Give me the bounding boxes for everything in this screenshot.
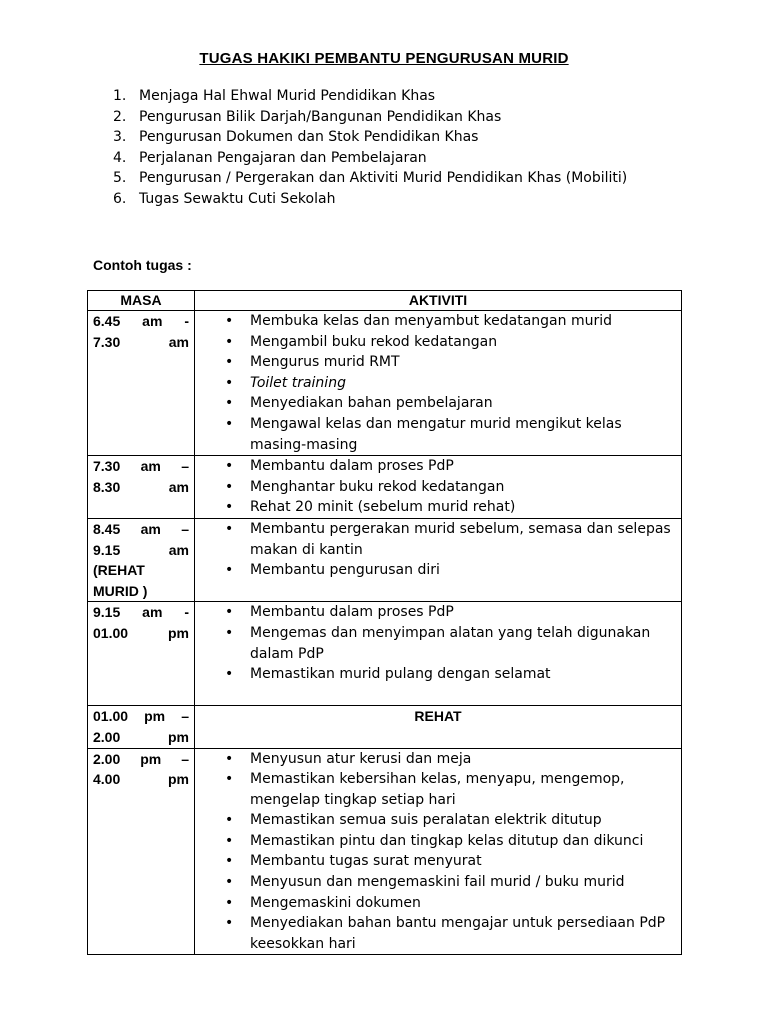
duty-item: 5. Pengurusan / Pergerakan dan Aktiviti Murid Pendidikan Khas (Mobiliti): [113, 170, 628, 187]
aktiviti-cell: [195, 456, 682, 519]
masa-cell: 2.00 pm – 4.00 pm: [88, 748, 195, 955]
table-row: [88, 311, 682, 456]
activity-item: • Membantu pergerakan murid sebelum, semasa dan selepas makan di kantin: [195, 519, 677, 560]
activity-item: • Mengemas dan menyimpan alatan yang telah digunakan dalam PdP: [195, 623, 677, 664]
activity-item: • Membantu dalam proses PdP: [195, 456, 677, 477]
activity-item: • Memastikan murid pulang dengan selamat: [195, 664, 677, 685]
duty-item: 2. Pengurusan Bilik Darjah/Bangunan Pendidikan Khas: [113, 108, 502, 125]
duties-list: [113, 86, 627, 210]
masa-cell: 8.45 am – 9.15 am (REHAT MURID ): [88, 518, 195, 601]
activity-item: • Memastikan semua suis peralatan elektrik ditutup: [195, 810, 677, 831]
table-row: [88, 602, 682, 706]
activity-item: • Menyediakan bahan pembelajaran: [195, 393, 677, 414]
schedule-table: [87, 290, 682, 955]
masa-cell: 9.15 am - 01.00 pm: [88, 602, 195, 706]
table-row: [88, 456, 682, 519]
table-row: [88, 518, 682, 601]
duty-item: 1. Menjaga Hal Ehwal Murid Pendidikan Khas: [113, 88, 436, 104]
activity-item: • Mengawal kelas dan mengatur murid mengikut kelas masing-masing: [195, 414, 677, 455]
rehat-cell: REHAT: [195, 706, 682, 748]
aktiviti-cell: [195, 311, 682, 456]
activity-item: • Membantu tugas surat menyurat: [195, 851, 677, 872]
masa-cell: 01.00 pm – 2.00 pm: [88, 706, 195, 748]
table-header-row: [88, 291, 682, 311]
activity-item: • Membantu dalam proses PdP: [195, 602, 677, 623]
table-row: [88, 748, 682, 955]
activity-item: • Mengambil buku rekod kedatangan: [195, 332, 677, 353]
activity-item: • Toilet training: [195, 373, 677, 394]
aktiviti-cell: [195, 602, 682, 706]
aktiviti-cell: [195, 748, 682, 955]
activity-item: • Membuka kelas dan menyambut kedatangan murid: [195, 311, 677, 332]
activity-item: • Mengemaskini dokumen: [195, 893, 677, 914]
activity-item: • Menghantar buku rekod kedatangan: [195, 477, 677, 498]
masa-cell: 7.30 am – 8.30 am: [88, 456, 195, 519]
activity-item: • Menyusun dan mengemaskini fail murid / buku murid: [195, 872, 677, 893]
duty-item: 6. Tugas Sewaktu Cuti Sekolah: [113, 190, 336, 207]
table-row: [88, 706, 682, 748]
duty-item: 4. Perjalanan Pengajaran dan Pembelajaran: [113, 149, 427, 166]
aktiviti-cell: [195, 518, 682, 601]
activity-item: • Mengurus murid RMT: [195, 352, 677, 373]
activity-item: • Menyusun atur kerusi dan meja: [195, 749, 677, 770]
activity-item: • Memastikan pintu dan tingkap kelas ditutup dan dikunci: [195, 831, 677, 852]
header-aktiviti: AKTIVITI: [195, 291, 682, 311]
document-title: TUGAS HAKIKI PEMBANTU PENGURUSAN MURID: [199, 50, 569, 67]
masa-cell: 6.45 am - 7.30 am: [88, 311, 195, 456]
activity-item: • Membantu pengurusan diri: [195, 560, 677, 581]
contoh-label: Contoh tugas :: [93, 257, 192, 273]
header-masa: MASA: [88, 291, 195, 311]
activity-item: • Memastikan kebersihan kelas, menyapu, mengemop, mengelap tingkap setiap hari: [195, 769, 677, 810]
activity-item: • Menyediakan bahan bantu mengajar untuk persediaan PdP keesokkan hari: [195, 913, 677, 954]
duty-item: 3. Pengurusan Dokumen dan Stok Pendidikan Khas: [113, 129, 479, 146]
activity-item: • Rehat 20 minit (sebelum murid rehat): [195, 497, 677, 518]
